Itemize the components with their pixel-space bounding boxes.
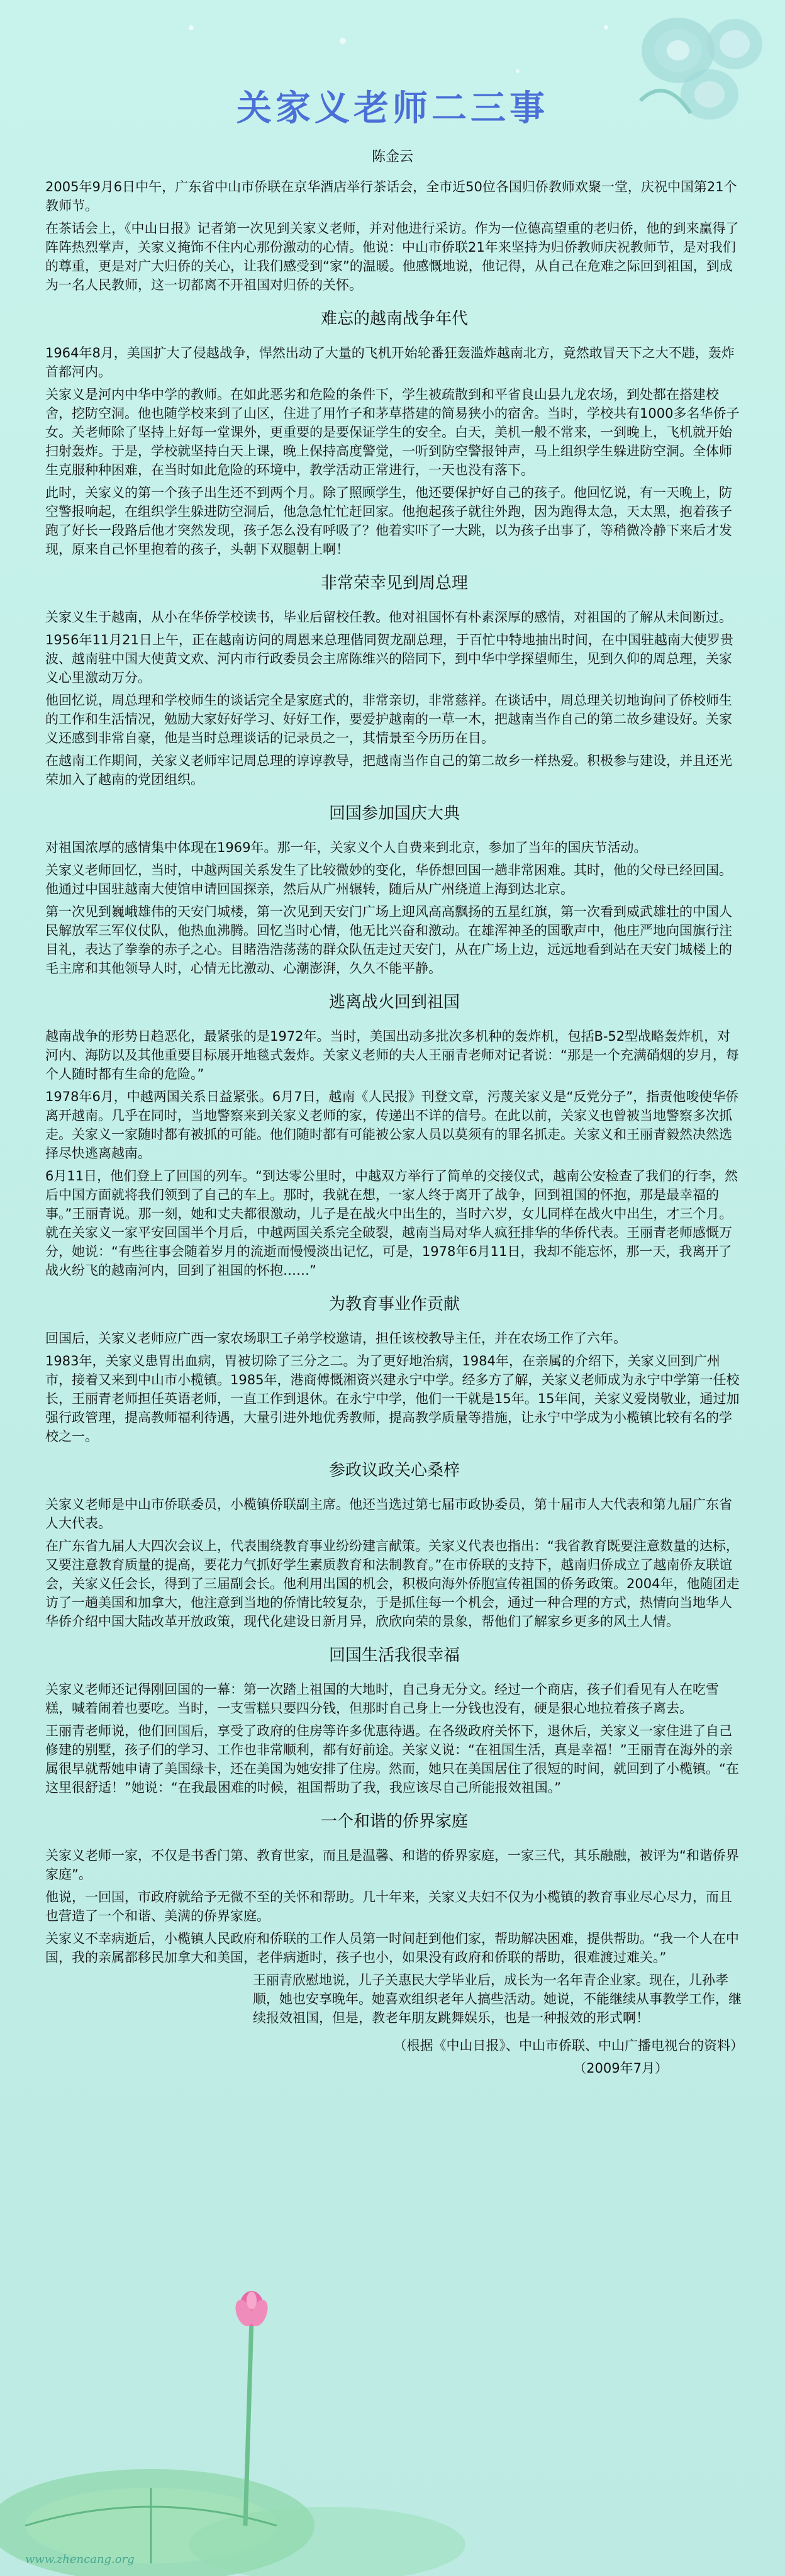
paragraph: 此时，关家义的第一个孩子出生还不到两个月。除了照顾学生，他还要保护好自己的孩子。他回忆说，有一天晚上，防空警报响起，在组织学生躲进防空洞后，他急急忙忙赶回家。他抱起孩子就往外跑，因为跑得太急，天太黑，抱着孩子跑了好长一段路后他才突然发现，孩子怎么没有呼吸了？他着实吓了一大跳，以为孩子出事了，等稍微冷静下来后才发现，原来自己怀里抱着的孩子，头朝下双腿朝上啊！ (45, 485, 732, 557)
section-heading: 难忘的越南战争年代 (320, 310, 468, 328)
paragraph: 6月11日，他们登上了回国的列车。“到达零公里时，中越双方举行了简单的交接仪式，越南公安检查了我们的行李，然后中国方面就将我们领到了自己的车上。那时，我就在想，一家人终于离开了战争，回到祖国的怀抱，那是最幸福的事。”王丽青说。那一刻，她和丈夫都很激动，儿子是在战火中出生的，当时六岁，女儿同样在战火中出生，才三个月。就在关家义一家平安回国半个月后，中越两国关系完全破裂，越南当局对华人疯狂排华的华侨代表。王丽青老师感慨万分，她说：“有些往事会随着岁月的流逝而慢慢淡出记忆，可是，1978年6月11日，我却不能忘怀，那一天，我离开了战火纷飞的越南河内，回到了祖国的怀抱……” (45, 1168, 738, 1278)
date-note: （2009年7月） (573, 2061, 668, 2076)
paragraph: 他说，一回国，市政府就给予无微不至的关怀和帮助。几十年来，关家义夫妇不仅为小榄镇的教育事业尽心尽力，而且也营造了一个和谐、美满的侨界家庭。 (45, 1890, 732, 1924)
paragraph: 1956年11月21日上午，正在越南访问的周恩来总理偕同贺龙副总理，于百忙中特地抽出时间，在中国驻越南大使罗贵波、越南驻中国大使黄文欢、河内市行政委员会主席陈维兴的陪同下，到中华中学探望师生，见到久仰的周总理，关家义心里激动万分。 (45, 632, 733, 685)
closing-paragraph: 王丽青欣慰地说，儿子关惠民大学毕业后，成长为一名年青企业家。现在，儿孙孝顺，她也安享晚年。她喜欢组织老年人搞些活动。她说，不能继续从事教学工作，继续报效祖国，但是，教老年朋友跳舞娱乐，也是一种报效的形式啊！ (253, 1973, 742, 2025)
paragraph: 1983年，关家义患胃出血病，胃被切除了三分之二。为了更好地治病，1984年，在亲属的介绍下，关家义回到广州市，接着又来到中山市小榄镇。1985年，港商傅慨湘资兴建永宁中学。经多方了解，关家义老师成为永宁中学第一任校长，王丽青老师担任英语老师，一直工作到退休。在永宁中学，他们一干就是15年。15年间，关家义爱岗敬业，通过加强行政管理，提高教师福利待遇，大量引进外地优秀教师，提高教学质量等措施，让永宁中学成为小榄镇比较有名的学校之一。 (45, 1353, 740, 1444)
source-note: （根据《中山日报》、中山市侨联、中山广播电视台的资料） (393, 2038, 743, 2053)
section-heading: 一个和谐的侨界家庭 (320, 1812, 468, 1831)
section-heading: 回国参加国庆大典 (328, 804, 460, 823)
section-heading: 参政议政关心桑梓 (328, 1461, 460, 1480)
sparkle-decoration (340, 38, 346, 44)
article-body (45, 177, 743, 2081)
paragraph: 在越南工作期间，关家义老师牢记周总理的谆谆教导，把越南当作自己的第二故乡一样热爱。积极参与建设，并且还光荣加入了越南的党团组织。 (45, 753, 732, 787)
paragraph: 关家义老师还记得刚回国的一幕：第一次踏上祖国的大地时，自己身无分文。经过一个商店，孩子们看见有人在吃雪糕，喊着闹着也要吃。当时，一支雪糕只要四分钱，但那时自己身上一分钱也没有，硬是狠心地拉着孩子离去。 (45, 1682, 719, 1716)
paragraph: 关家义老师回忆，当时，中越两国关系发生了比较微妙的变化，华侨想回国一趟非常困难。其时，他的父母已经回国。他通过中国驻越南大使馆申请回国探亲，然后从广州辗转，随后从广州绕道上海到达北京。 (45, 863, 732, 897)
section-heading: 为教育事业作贡献 (328, 1295, 460, 1314)
paragraph: 关家义生于越南，从小在华侨学校读书，毕业后留校任教。他对祖国怀有朴素深厚的感情，对祖国的了解从未间断过。 (45, 610, 732, 625)
section-heading: 逃离战火回到祖国 (328, 993, 460, 1012)
paragraph: 关家义是河内中华中学的教师。在如此恶劣和危险的条件下，学生被疏散到和平省良山县九龙农场，到处都在搭建校舍，挖防空洞。他也随学校来到了山区，住进了用竹子和茅草搭建的简易狭小的宿舍。当时，学校共有1000多名华侨子女。关老师除了坚持上好每一堂课外，更重要的是要保证学生的安全。白天，美机一般不常来，一到晚上，飞机就开始扫射轰炸。于是，学校就坚持白天上课，晚上保持高度警觉，一听到防空警报钟声，马上组织学生躲进防空洞。全体师生克服种种困难，在当时如此危险的环境中，教学活动正常进行，一天也没有落下。 (45, 387, 740, 478)
paragraph: 关家义不幸病逝后，小榄镇人民政府和侨联的工作人员第一时间赶到他们家，帮助解决困难，提供帮助。“我一个人在中国，我的亲属都移民加拿大和美国，老伴病逝时，孩子也小，如果没有政府和侨联的帮助，很难渡过难关。” (45, 1931, 739, 1965)
section-heading: 回国生活我很幸福 (328, 1646, 460, 1665)
paragraph: 王丽青老师说，他们回国后，享受了政府的住房等许多优惠待遇。在各级政府关怀下，退休后，关家义一家住进了自己修建的别墅，孩子们的学习、工作也非常顺利，都有好前途。关家义说：“在祖国生活，真是幸福！”王丽青在海外的亲属很早就帮她申请了美国绿卡，还在美国为她安排了住房。然而，她只在美国居住了很短的时间，就回到了小榄镇。“在这里很舒适！”她说：“在我最困难的时候，祖国帮助了我，我应该尽自己所能报效祖国。” (45, 1723, 739, 1795)
paragraph: 第一次见到巍峨雄伟的天安门城楼，第一次见到天安门广场上迎风高高飘扬的五星红旗，第一次看到威武雄壮的中国人民解放军三军仪仗队，他热血沸腾。回忆当时心情，他无比兴奋和激动。在雄浑神圣的国歌声中，他庄严地向国旗行注目礼，表达了拳拳的赤子之心。目睹浩浩荡荡的群众队伍走过天安门，从在广场上边，远远地看到站在天安门城楼上的毛主席和其他领导人时，心情无比激动、心潮澎湃，久久不能平静。 (45, 904, 732, 976)
sparkle-decoration (189, 25, 194, 30)
paragraph: 越南战争的形势日趋恶化，最紧张的是1972年。当时，美国出动多批次多机种的轰炸机，包括B-52型战略轰炸机，对河内、海防以及其他重要目标展开地毯式轰炸。关家义老师的夫人王丽青老师对记者说：“那是一个充满硝烟的岁月，每个人随时都有生命的危险。” (45, 1029, 739, 1082)
paragraph: 关家义老师一家，不仅是书香门第、教育世家，而且是温馨、和谐的侨界家庭，一家三代，其乐融融，被评为“和谐侨界家庭”。 (45, 1848, 739, 1882)
author: 陈金云 (371, 149, 413, 165)
page-title: 关家义老师二三事 (237, 88, 548, 129)
intro-paragraph: 2005年9月6日中午，广东省中山市侨联在京华酒店举行茶话会，全市近50位各国归侨教师欢聚一堂，庆祝中国第21个教师节。 (45, 179, 737, 213)
paragraph: 他回忆说，周总理和学校师生的谈话完全是家庭式的，非常亲切，非常慈祥。在谈话中，周总理关切地询问了侨校师生的工作和生活情况，勉励大家好好学习、好好工作，要爱护越南的一草一木，把越南当作自己的第二故乡建设好。关家义还感到非常自豪，他是当时总理谈话的记录员之一，其情景至今历历在目。 (45, 693, 732, 746)
intro-paragraph: 在茶话会上，《中山日报》记者第一次见到关家义老师，并对他进行采访。作为一位德高望重的老归侨，他的到来赢得了阵阵热烈掌声，关家义掩饰不住内心那份激动的心情。他说：中山市侨联21年来坚持为归侨教师庆祝教师节，是对我们的尊重，更是对广大归侨的关心，让我们感受到“家”的温暖。他感慨地说，他记得，从自己在危难之际回到祖国，到成为一名人民教师，这一切都离不开祖国对归侨的关怀。 (45, 221, 739, 293)
sparkle-decoration (516, 69, 520, 73)
paragraph: 1964年8月，美国扩大了侵越战争，悍然出动了大量的飞机开始轮番狂轰滥炸越南北方，竟然敢冒天下之大不韪，轰炸首都河内。 (45, 345, 735, 379)
site-watermark: www.zhencang.org (25, 2553, 135, 2566)
paragraph: 回国后，关家义老师应广西一家农场职工子弟学校邀请，担任该校教导主任，并在农场工作了六年。 (45, 1331, 626, 1346)
paragraph: 在广东省九届人大四次会议上，代表围绕教育事业纷纷建言献策。关家义代表也指出：“我省教育既要注意数量的达标，又要注意教育质量的提高，要花力气抓好学生素质教育和法制教育。”在市侨联的支持下，越南归侨成立了越南侨友联谊会，关家义任会长，得到了三届副会长。他利用出国的机会，积极向海外侨胞宣传祖国的侨务政策。2004年，他随团走访了一趟美国和加拿大，他注意到当地的侨情比较复杂，于是抓住每一个机会，通过一种合理的方式，热情向当地华人华侨介绍中国大陆改革开放政策，现代化建设日新月异，欣欣向荣的景象，帮他们了解家乡更多的风土人情。 (45, 1538, 740, 1629)
paragraph: 关家义老师是中山市侨联委员，小榄镇侨联副主席。他还当选过第七届市政协委员，第十届市人大代表和第九届广东省人大代表。 (45, 1497, 732, 1531)
paragraph: 1978年6月，中越两国关系日益紧张。6月7日，越南《人民报》刊登文章，污蔑关家义是“反党分子”，指责他唆使华侨离开越南。几乎在同时，当地警察来到关家义老师的家，传递出不详的信号。在此以前，关家义也曾被当地警察多次抓走。关家义一家随时都有被抓的可能。他们随时都有可能被公家人员以莫须有的罪名抓走。关家义和王丽青毅然决然选择尽快逃离越南。 (45, 1089, 739, 1161)
lotus-decoration (0, 2249, 478, 2576)
paragraph: 对祖国浓厚的感情集中体现在1969年。那一年，关家义个人自费来到北京，参加了当年的国庆节活动。 (45, 840, 647, 855)
section-heading: 非常荣幸见到周总理 (320, 574, 468, 593)
sparkle-decoration (604, 25, 608, 30)
